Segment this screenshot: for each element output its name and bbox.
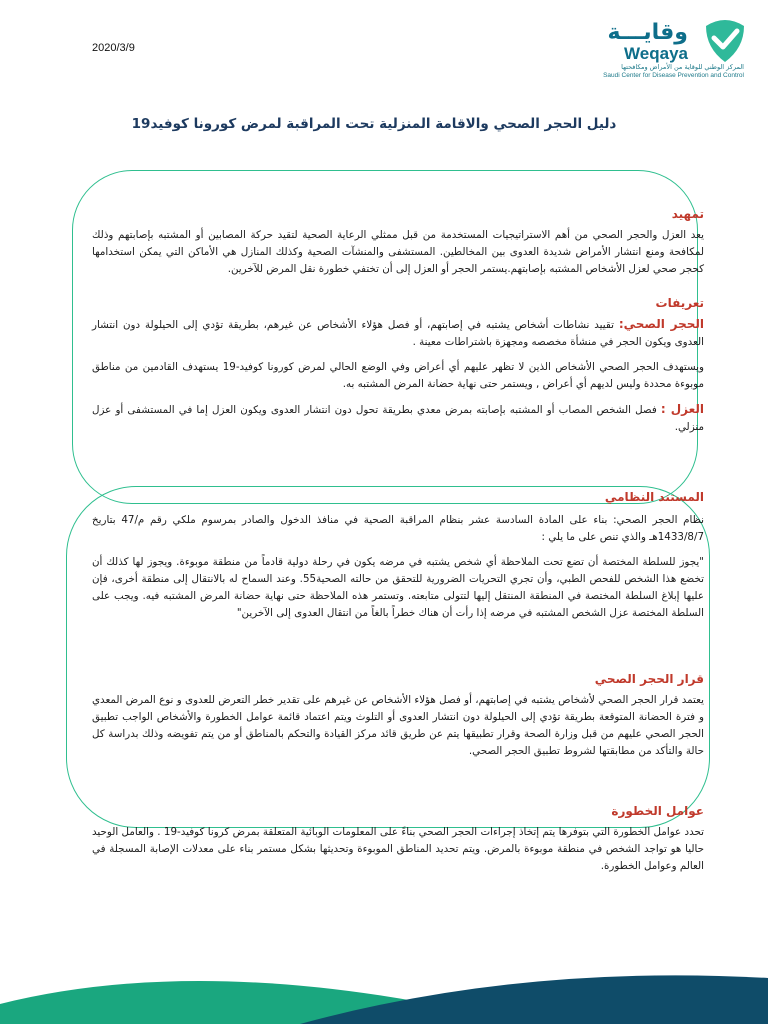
- footer-wave-decoration: [0, 964, 768, 1024]
- isolation-text: فصل الشخص المصاب أو المشتبه بإصابته بمرض معدي بطريقة تحول دون انتشار العدوى ويكون العزل إما في المستشفى أو عزل منزلي.: [92, 404, 704, 433]
- document-date: 2020/3/9: [92, 42, 135, 54]
- legal-quote: "يجوز للسلطة المختصة أن تضع تحت الملاحظة أي شخص يشتبه في مرضه يكون في رحلة دولية قادماً من منطقة موبوءة. ويجوز لها كذلك أن تخضع هذا الشخص للفحص الطبي، وأن تجري التحريات الضرورية للتحقق من حالته الصحية55. وعند السماح له بالانتقال إلى منطقة أخرى، فإن عليها إبلاغ السلطة المختصة في المنطقة المنتقل إليها لتتولى متابعته. وتستمر هذه الملاحظة حتى نهاية حضانة المرض المشتبه فيه. ويجب على السلطة المختصة عزل الشخص المشتبه في مرضه إذا رأت أن هناك خطراً بالغاً من انتقال العدوى إلى الآخرين": [92, 556, 704, 619]
- document-title: دليل الحجر الصحي والاقامة المنزلية تحت المراقبة لمرض كورونا كوفيد19: [131, 116, 617, 132]
- decision-heading: قرار الحجر الصحي: [594, 672, 704, 686]
- decision-text: يعتمد قرار الحجر الصحي لأشخاص يشتبه في إصابتهم، أو فصل هؤلاء الأشخاص عن غيرهم على تقدير خطر التعرض للعدوى و نوع المرض المعدي و فترة الحضانة المتوقعة بطريقة تؤدي إلى الحيلولة دون انتشار العدوى أو التلوث ويتم اعتماد قائمة عوامل الخطورة والأشخاص الواجب تطبيق الحجر الصحي عليهم من قبل وزارة الصحة وقرار تطبيقها يتم عن طريق قائد مركز القيادة والتحكم بالمناطق أو من يتم تفويضه وذلك بدراسة كل حالة والتأكد من مطابقتها لشروط تطبيق الحجر الصحي.: [92, 694, 704, 757]
- legal-text: نظام الحجر الصحي: بناء على المادة السادسة عشر بنظام المراقبة الصحية في منافذ الدخول والصادر بمرسوم ملكي رقم م/47 بتاريخ 1433/8/7هـ والذي تنص على ما يلي :: [92, 514, 704, 543]
- intro-section: [92, 207, 704, 278]
- isolation-term: العزل :: [660, 402, 704, 416]
- quarantine-term: الحجر الصحي:: [618, 317, 705, 331]
- legal-section: [92, 490, 704, 622]
- logo-name-en: Weqaya: [624, 44, 688, 63]
- definitions-section: [92, 296, 704, 436]
- intro-heading: تمهيد: [671, 207, 704, 221]
- logo-name-ar: وقايـــة: [607, 20, 688, 45]
- logo-subtitle-en: Saudi Center for Disease Prevention and Control: [603, 72, 744, 79]
- definitions-heading: تعريفات: [655, 296, 704, 310]
- quarantine-text: تقييد نشاطات أشخاص يشتبه في إصابتهم، أو فصل هؤلاء الأشخاص عن غيرهم، بطريقة تؤدي إلى الحيلولة دون انتشار العدوى ويكون الحجر في منشأة مخصصه ومجهزة باشتراطات معينة .: [92, 319, 704, 348]
- risk-heading: عوامل الخطورة: [611, 804, 704, 818]
- intro-text: يعد العزل والحجر الصحي من أهم الاستراتيجيات المستخدمة من قبل ممثلي الرعاية الصحية لتقيد حركة المصابين أو المشتبه بإصابتهم وذلك لمكافحة ومنع انتشار الأمراض شديدة العدوى بين المخالطين. المستشفى والمنشآت الصحية وكذلك المنازل هي الأماكن التي يمكن استخدامها كحجر صحي لعزل الأشخاص المشتبه بإصابتهم.يستمر الحجر أو العزل إلى أن تختفي خطورة نقل المرض للآخرين.: [92, 229, 704, 275]
- risk-section: [92, 804, 704, 875]
- logo-subtitle-ar: المركز الوطني للوقاية من الأمراض ومكافحتها: [621, 63, 744, 71]
- legal-heading: المستند النظامي: [604, 490, 704, 504]
- shield-check-icon: [700, 18, 750, 64]
- quarantine-definition: [92, 316, 704, 351]
- targets-text: ويستهدف الحجر الصحي الأشخاص الذين لا تظهر عليهم أي أعراض وفي الوضع الحالي لمرض كورونا كوفيد-19 يستهدف القادمين من مناطق موبوءة محددة وليس لديهم أي أعراض , ويستمر حتى نهاية حضانة المرض المشتبه به.: [92, 361, 704, 390]
- weqaya-logo: [570, 18, 750, 78]
- risk-text: تحدد عوامل الخطورة التي بتوفرها يتم إتخاذ إجراءات الحجر الصحي بناءً على المعلومات الوبائية المتعلقة بمرض كرونا كوفيد-19 . والعامل الوحيد حاليا هو تواجد الشخص في منطقة موبوءة بالمرض. ويتم تحديد المناطق الموبوءة وتحديثها بشكل مستمر بناء على معدلات الإصابة المسجلة في العالم وعوامل الخطورة.: [92, 826, 704, 872]
- isolation-definition: [92, 401, 704, 436]
- decision-section: [92, 672, 704, 760]
